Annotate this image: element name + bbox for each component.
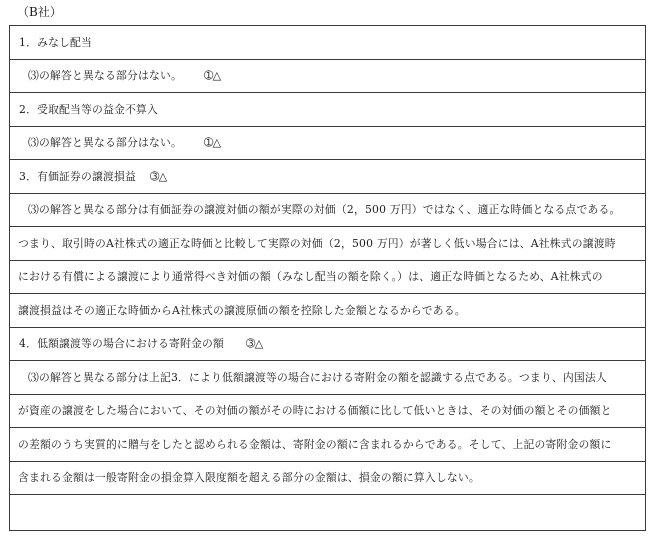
answer-text: ⑶の解答と異なる部分はない。: [28, 69, 182, 83]
answer-row: [10, 60, 645, 94]
answer-row: [10, 26, 645, 60]
answer-text: ⑶の解答と異なる部分は上記3．により低額譲渡等の場合における寄附金の額を認識する点である。つまり、内国法人: [28, 370, 607, 384]
section-heading-low-price-transfer: 4．低額譲渡等の場合における寄附金の額: [19, 337, 225, 351]
answer-row: [10, 194, 645, 228]
answer-text: ⑶の解答と異なる部分は有価証券の譲渡対価の額が実際の対価（2，500 万円）ではなく、適正な時価となる点である。: [28, 203, 621, 217]
answer-row: [10, 395, 645, 429]
grading-mark: ➂△: [246, 337, 263, 351]
answer-row: [10, 361, 645, 395]
answer-row: [10, 227, 645, 261]
answer-text: 譲渡損益はその適正な時価からA社株式の譲渡原価の額を控除した金額となるからである。: [18, 303, 466, 317]
section-heading-securities-gain-loss: 3．有価証券の譲渡損益: [19, 169, 137, 183]
answer-row: [10, 294, 645, 328]
section-heading-deemed-dividend: 1．みなし配当: [19, 35, 93, 49]
answer-text: の差額のうち実質的に贈与をしたと認められる金額は、寄附金の額に含まれるからである。そして、上記の寄附金の額に: [18, 437, 612, 451]
answer-text: ⑶の解答と異なる部分はない。: [28, 136, 182, 150]
answer-row: [10, 462, 645, 496]
answer-text: 含まれる金額は一般寄附金の損金算入限度額を超える部分の金額は、損金の額に算入しない。: [18, 471, 480, 485]
grading-mark: ➀△: [203, 136, 221, 150]
answer-row: [10, 127, 645, 161]
answer-row: [10, 428, 645, 462]
answer-text: つまり、取引時のA社株式の適正な時価と比較して実際の対価（2，500 万円）が著しく低い場合には、A社株式の譲渡時: [18, 236, 616, 250]
answer-sheet: [9, 25, 646, 531]
answer-text: が資産の譲渡をした場合において、その対価の額がその時における価額に比して低いときは、その対価の額とその価額と: [18, 404, 612, 418]
answer-row: [10, 93, 645, 127]
section-heading-dividend-exclusion: 2．受取配当等の益金不算入: [19, 102, 159, 116]
answer-row: [10, 261, 645, 295]
grading-mark: ➀△: [203, 69, 221, 83]
company-label: （B社）: [17, 5, 62, 19]
answer-row: [10, 328, 645, 362]
grading-mark: ➂△: [150, 169, 167, 183]
answer-row: [10, 160, 645, 194]
answer-row-blank: [10, 495, 645, 531]
answer-text: における有償による譲渡により通常得べき対価の額（みなし配当の額を除く。）は、適正な時価となるため、A社株式の: [18, 270, 603, 284]
